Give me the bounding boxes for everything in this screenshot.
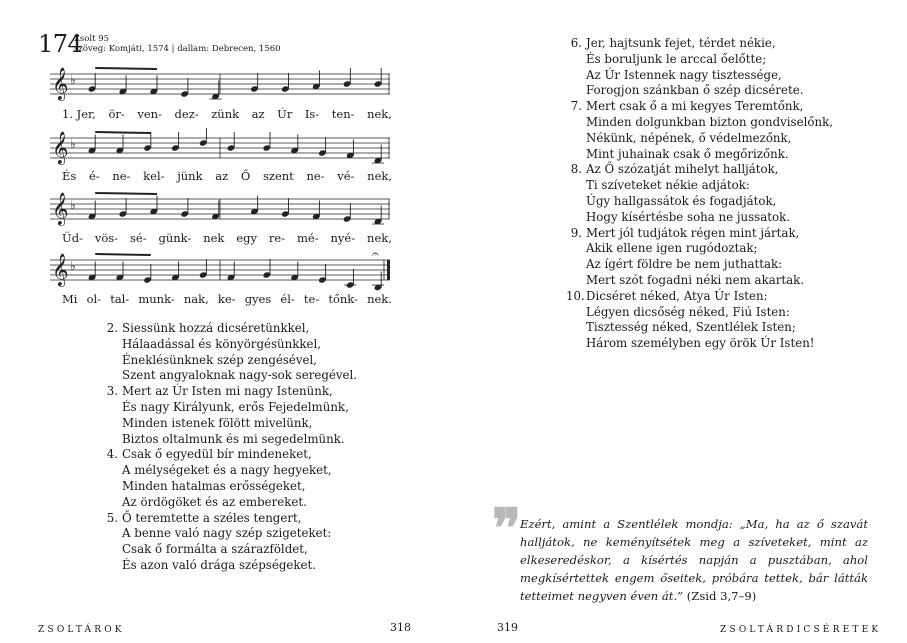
stanza-first-line bbox=[566, 99, 833, 115]
lyric-syllable: Úr bbox=[277, 107, 293, 121]
music-staff-4 bbox=[50, 250, 390, 294]
lyric-syllable: ne- bbox=[112, 169, 131, 183]
lyric-syllable: ol- bbox=[86, 292, 102, 306]
stanzas-right-column bbox=[566, 36, 833, 352]
stanza-line: Az ördögöket és az embereket. bbox=[122, 494, 307, 509]
note-beam bbox=[95, 254, 151, 255]
stanza-line-text: Jer, hajtsunk fejet, térdet nékie, bbox=[586, 36, 776, 50]
stanza-first-line bbox=[566, 226, 833, 242]
stanza-line: És nagy Királyunk, erős Fejedelmünk, bbox=[122, 399, 349, 414]
flat-sign-icon: ♭ bbox=[70, 259, 76, 273]
right-page-number: 319 bbox=[497, 621, 518, 634]
lyric-syllable: zünk bbox=[211, 107, 240, 121]
lyric-syllable: nek bbox=[203, 231, 225, 245]
treble-clef-icon: 𝄞 bbox=[52, 192, 69, 225]
lyric-syllable: re- bbox=[268, 231, 286, 245]
stanza-line: Biztos oltalmunk és mi segedelmünk. bbox=[122, 431, 345, 446]
note-beam bbox=[95, 68, 157, 69]
stanza-line: Az ígért földre be nem juthattak: bbox=[586, 257, 783, 272]
lyric-syllable: ke- bbox=[217, 292, 236, 306]
lyric-line-4 bbox=[62, 292, 392, 306]
quote-body: Ezért, amint a Szentlélek mondja: „Ma, ha az ő szavát halljátok, ne keményítsétek meg a szíveteket, mint az elkeseredéskor, a kísértés napján a pusztában, ahol megkísértettek engem őseitek, próbára tettek, bár látták tetteimet negyven éven át.” bbox=[520, 517, 868, 603]
stanza-line: Úgy hallgassátok és fogadjátok, bbox=[586, 193, 777, 208]
stanza-line: Ti szíveteket nékie adjátok: bbox=[586, 178, 750, 193]
stanza-line: Légyen dicsőség néked, Fiú Isten: bbox=[586, 304, 790, 319]
lyric-syllable: é- bbox=[88, 169, 100, 183]
stanzas-left-column bbox=[102, 321, 357, 574]
lyric-syllable: tőnk- bbox=[328, 292, 358, 306]
psalm-reference: Zsolt 95 bbox=[74, 34, 110, 44]
lyric-syllable: ne- bbox=[306, 169, 325, 183]
stanza-first-line bbox=[102, 321, 357, 337]
flat-sign-icon: ♭ bbox=[70, 73, 76, 87]
lyric-syllable: nyé- bbox=[330, 231, 356, 245]
stanza-line: És boruljunk le arccal őelőtte; bbox=[586, 51, 767, 66]
stanza-line: Mint juhainak csak ő megőrizőnk. bbox=[586, 146, 789, 161]
stanza-line: Hogy kísértésbe soha ne jussatok. bbox=[586, 209, 791, 224]
stanza-number: 2. bbox=[106, 321, 118, 335]
stanza-line-text: Mert csak ő a mi kegyes Teremtőnk, bbox=[586, 99, 804, 114]
stanza-number: 3. bbox=[106, 384, 118, 399]
stanza-line: Szent angyaloknak nagy-sok seregével. bbox=[122, 368, 358, 383]
stanza-line: Az Úr Istennek nagy tisztessége, bbox=[586, 67, 782, 82]
stanza-line-text: Dicséret néked, Atya Úr Isten: bbox=[586, 288, 768, 303]
lyric-syllable: az bbox=[251, 107, 265, 121]
music-staff-3 bbox=[50, 189, 390, 233]
stanza-line: Minden hatalmas erősségeket, bbox=[122, 478, 306, 493]
lyric-syllable: nak, bbox=[183, 292, 209, 306]
stanza-line: Nékünk, népének, ő védelmezőnk, bbox=[586, 130, 792, 145]
stanza-first-line bbox=[566, 36, 833, 52]
music-staff-2 bbox=[50, 128, 390, 172]
stanza-first-line bbox=[102, 511, 357, 527]
lyric-syllable: Ő bbox=[240, 169, 251, 183]
treble-clef-icon: 𝄞 bbox=[52, 253, 69, 286]
stanza-line-text: Mert jól tudjátok régen mint jártak, bbox=[586, 225, 800, 240]
stanza-line: Három személyben egy örök Úr Isten! bbox=[586, 336, 815, 351]
lyric-syllable: És bbox=[62, 169, 77, 183]
stanza-line: Minden istenek fölött mivelünk, bbox=[122, 415, 313, 430]
right-running-header: ZSOLTÁRDICSÉRETEK bbox=[720, 625, 882, 635]
lyric-syllable: gyes bbox=[244, 292, 272, 306]
stanza-first-line bbox=[566, 289, 833, 305]
quote-mark-icon: ❞ bbox=[492, 496, 522, 560]
lyric-syllable: nek. bbox=[367, 292, 392, 306]
stanza-line: Forogjon szánkban ő szép dicsérete. bbox=[586, 83, 804, 98]
lyric-syllable: egy bbox=[236, 231, 257, 245]
lyric-syllable: mé- bbox=[297, 231, 319, 245]
stanza-line-text: Csak ő egyedül bír mindeneket, bbox=[122, 447, 312, 462]
stanza-line: Minden dolgunkban bizton gondviselőnk, bbox=[586, 114, 833, 129]
flat-sign-icon: ♭ bbox=[70, 198, 76, 212]
final-barline bbox=[387, 260, 390, 280]
hymn-number: 174 bbox=[38, 30, 83, 58]
lyric-syllable: günk- bbox=[158, 231, 192, 245]
lyric-syllable: nek, bbox=[367, 231, 392, 245]
hymn-credits: szöveg: Komjáti, 1574 | dallam: Debrecen, 1560 bbox=[74, 44, 281, 54]
stanza-line: És azon való drága szépségeket. bbox=[122, 557, 316, 572]
music-staff-1 bbox=[50, 64, 390, 108]
stanza-number: 7. bbox=[570, 99, 582, 114]
left-page-number: 318 bbox=[390, 621, 411, 634]
stanza-line: Akik ellene igen rugódoztak; bbox=[586, 241, 758, 256]
stanza-first-line bbox=[566, 162, 833, 178]
lyric-syllable: kel- bbox=[143, 169, 165, 183]
lyric-syllable: munk- bbox=[138, 292, 175, 306]
stanza-line: Mert szót fogadni néki nem akartak. bbox=[586, 272, 805, 287]
stanza-number: 9. bbox=[570, 225, 582, 240]
stanza-line: Csak ő formálta a szárazföldet, bbox=[122, 542, 308, 557]
lyric-syllable: vé- bbox=[337, 169, 355, 183]
flat-sign-icon: ♭ bbox=[70, 137, 76, 151]
lyric-syllable: Is- bbox=[304, 107, 320, 121]
lyric-syllable: vös- bbox=[94, 231, 119, 245]
lyric-line-1 bbox=[62, 107, 392, 121]
stanza-first-line bbox=[102, 384, 357, 400]
quote-citation: (Zsid 3,7–9) bbox=[686, 589, 757, 603]
stanza-line: Éneklésünknek szép zengésével, bbox=[122, 352, 318, 367]
lyric-syllable: ten- bbox=[331, 107, 355, 121]
lyric-syllable: Mi bbox=[62, 292, 78, 306]
stanza-line: A benne való nagy szép szigeteket: bbox=[122, 526, 332, 541]
lyric-syllable: szent bbox=[262, 169, 294, 183]
stanza-line-text: Mert az Úr Isten mi nagy Istenünk, bbox=[122, 384, 333, 399]
stanza-number: 8. bbox=[570, 162, 582, 177]
lyric-line-2 bbox=[62, 169, 392, 183]
stanza-line-text: Siessünk hozzá dicséretünkkel, bbox=[122, 321, 310, 335]
scripture-quote bbox=[520, 515, 868, 605]
treble-clef-icon: 𝄞 bbox=[52, 67, 69, 100]
stanza-number: 10. bbox=[566, 288, 585, 303]
stanza-line-text: Az Ő szózatját mihelyt halljátok, bbox=[586, 162, 779, 177]
lyric-syllable: 1. Jer, bbox=[62, 107, 96, 121]
left-running-header: ZSOLTÁROK bbox=[38, 625, 125, 635]
lyric-syllable: tal- bbox=[110, 292, 130, 306]
lyric-syllable: ven- bbox=[137, 107, 162, 121]
lyric-syllable: nek, bbox=[367, 169, 392, 183]
stanza-line-text: Ő teremtette a széles tengert, bbox=[122, 510, 302, 525]
lyric-syllable: te- bbox=[303, 292, 320, 306]
stanza-line: Hálaadással és könyörgésünkkel, bbox=[122, 336, 322, 351]
note-beam bbox=[95, 132, 151, 133]
fermata-icon: 𝄐 bbox=[372, 250, 379, 261]
stanza-number: 6. bbox=[570, 36, 582, 50]
note-beam bbox=[95, 193, 157, 194]
lyric-syllable: sé- bbox=[129, 231, 147, 245]
lyric-syllable: nek, bbox=[367, 107, 392, 121]
lyric-syllable: Üd- bbox=[62, 231, 83, 245]
lyric-syllable: dez- bbox=[174, 107, 199, 121]
lyric-syllable: jünk bbox=[177, 169, 203, 183]
treble-clef-icon: 𝄞 bbox=[52, 131, 69, 164]
stanza-first-line bbox=[102, 447, 357, 463]
lyric-syllable: az bbox=[215, 169, 229, 183]
lyric-syllable: él- bbox=[280, 292, 295, 306]
stanza-line: Tisztesség néked, Szentlélek Isten; bbox=[586, 320, 796, 335]
stanza-number: 4. bbox=[106, 447, 118, 462]
lyric-line-3 bbox=[62, 231, 392, 245]
stanza-line: A mélységeket és a nagy hegyeket, bbox=[122, 463, 332, 478]
lyric-syllable: ör- bbox=[108, 107, 125, 121]
stanza-number: 5. bbox=[106, 510, 118, 525]
